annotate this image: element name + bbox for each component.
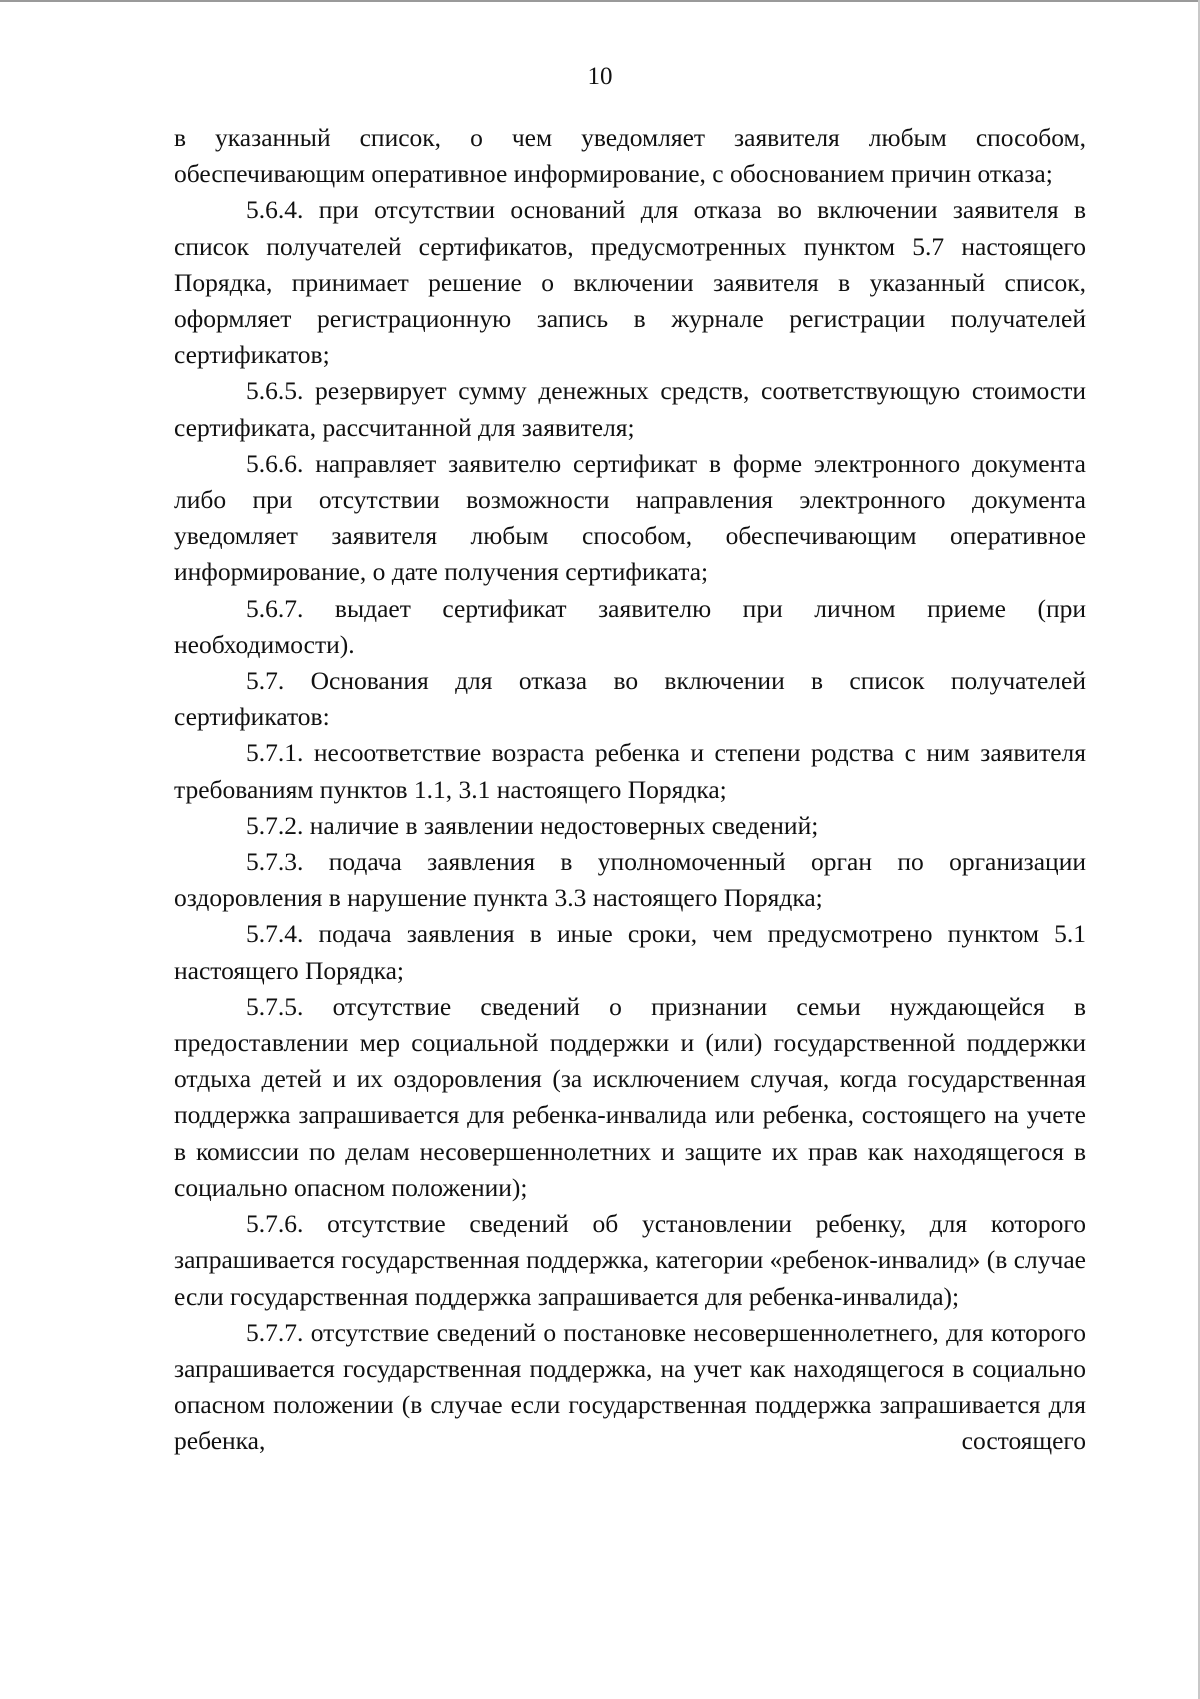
paragraph-5-7-6: 5.7.6. отсутствие сведений об установлении ребенку, для которого запрашивается государственная поддержка, категории «ребенок-инвалид» (в случае если государственная поддержка запрашивается для ребенка-инвалида); [174,1209,1086,1311]
paragraph-5-7-2: 5.7.2. наличие в заявлении недостоверных сведений; [246,810,819,840]
paragraph-5-7-5: 5.7.5. отсутствие сведений о признании семьи нуждающейся в предоставлении мер социальной поддержки и (или) государственной поддержки отдыха детей и их оздоровления (за исключением случая, когда государственная поддержка запрашивается для ребенка-инвалида или ребенка, состоящего на учете в комиссии по делам несовершеннолетних и защите их прав как находящегося в социально опасном положении); [174,991,1086,1202]
paragraph-5-7-7: 5.7.7. отсутствие сведений о постановке несовершеннолетнего, для которого запрашивается государственная поддержка, на учет как находящегося в социально опасном положении (в случае если государственная поддержка запрашивается для ребенка, состоящего [174,1317,1086,1456]
paragraph-5-6-6: 5.6.6. направляет заявителю сертификат в форме электронного документа либо при отсутствии возможности направления электронного документа уведомляет заявителя любым способом, обеспечивающим оперативное информирование, о дате получения сертификата; [174,448,1086,587]
paragraph-continuation: в указанный список, о чем уведомляет заявителя любым способом, обеспечивающим оперативное информирование, с обоснованием причин отказа; [174,123,1086,189]
paragraph-5-7-1: 5.7.1. несоответствие возраста ребенка и степени родства с ним заявителя требованиям пунктов 1.1, 3.1 настоящего Порядка; [174,738,1086,804]
page-number: 10 [587,63,613,90]
paragraph-5-6-7: 5.6.7. выдает сертификат заявителю при личном приеме (при необходимости). [174,593,1086,659]
paragraph-5-6-5: 5.6.5. резервирует сумму денежных средств, соответствующую стоимости сертификата, рассчитанной для заявителя; [174,376,1086,442]
paragraph-5-7-4: 5.7.4. подача заявления в иные сроки, чем предусмотрено пунктом 5.1 настоящего Порядка; [174,919,1086,985]
paragraph-5-7: 5.7. Основания для отказа во включении в список получателей сертификатов: [174,666,1086,732]
paragraph-5-6-4: 5.6.4. при отсутствии оснований для отказа во включении заявителя в список получателей сертификатов, предусмотренных пунктом 5.7 настоящего Порядка, принимает решение о включении заявителя в указанный список, оформляет регистрационную запись в журнале регистрации получателей сертификатов; [174,195,1086,370]
paragraph-5-7-3: 5.7.3. подача заявления в уполномоченный орган по организации оздоровления в нарушение пункта 3.3 настоящего Порядка; [174,847,1086,913]
scan-top-edge [0,0,1200,2]
document-body [174,120,1086,1460]
